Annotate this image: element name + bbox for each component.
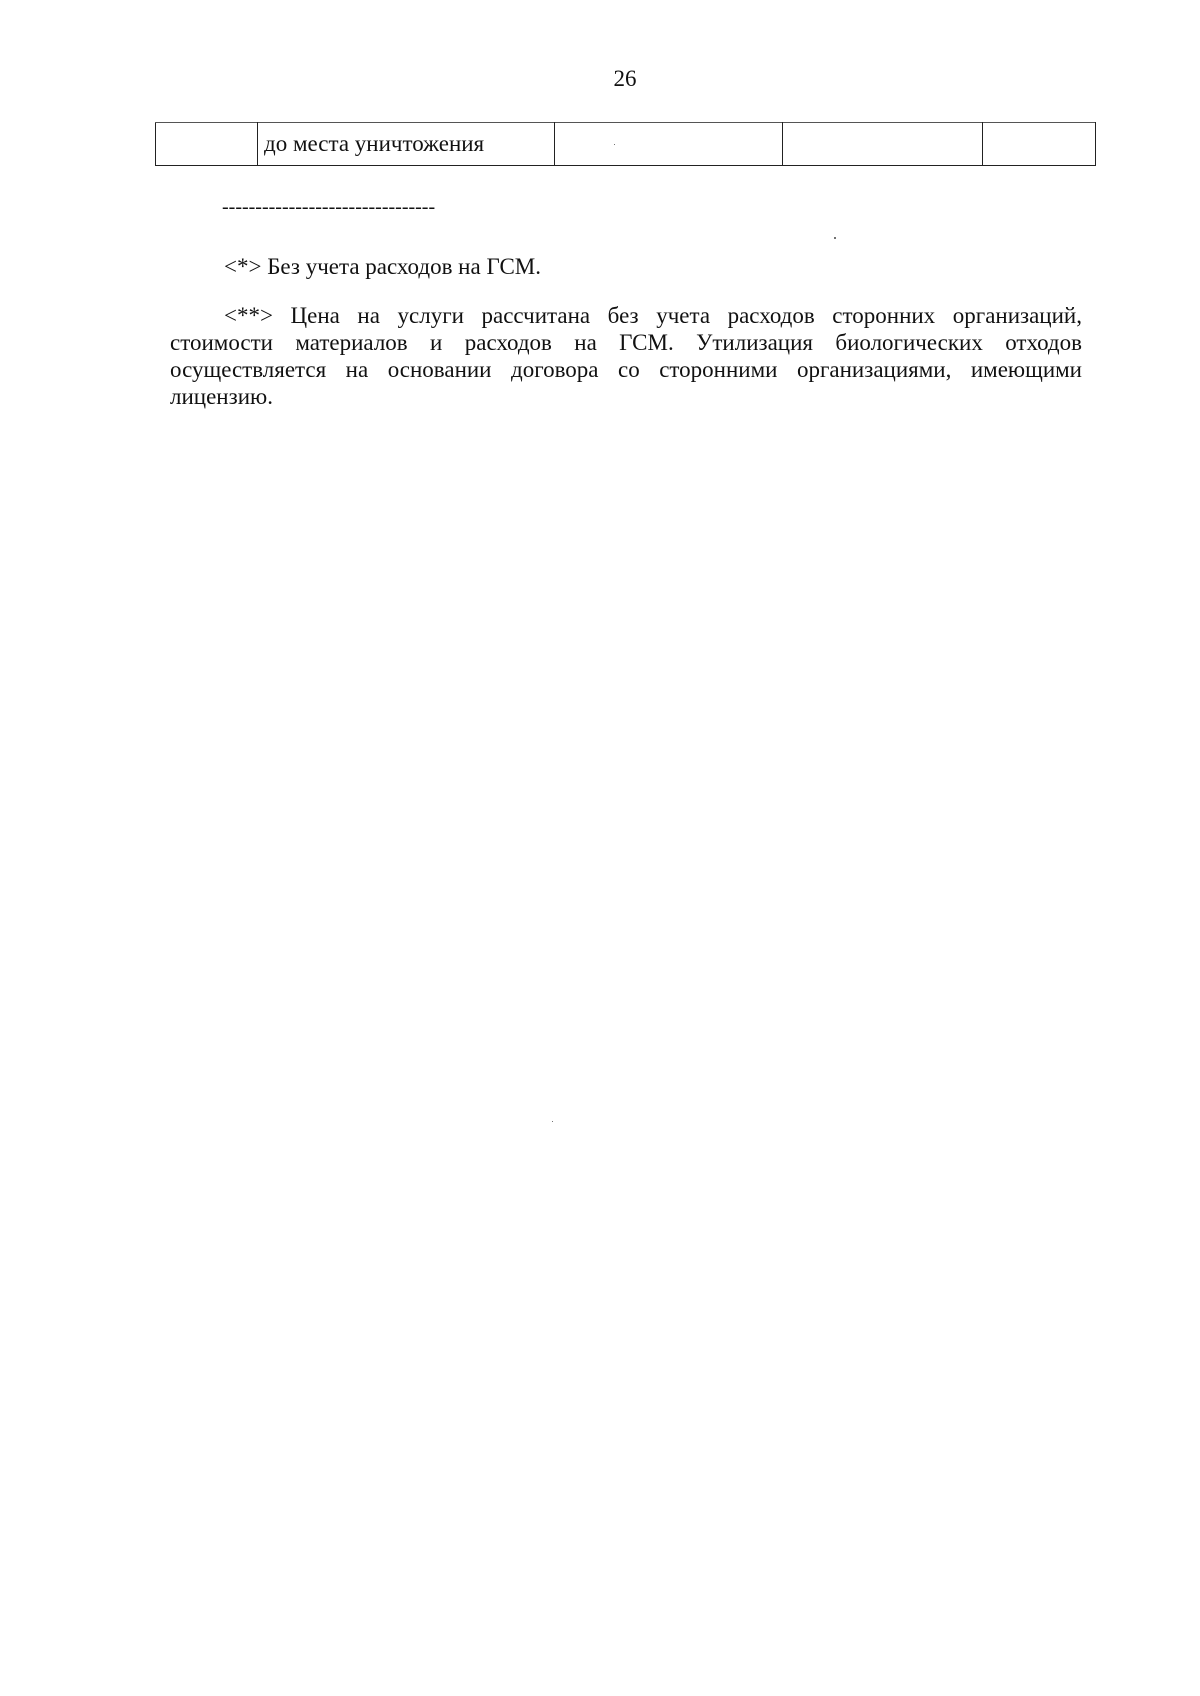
table-cell-unit xyxy=(555,123,783,166)
table-cell-price xyxy=(783,123,983,166)
table-cell-service: до места уничтожения xyxy=(258,123,555,166)
footnote-2: <**> Цена на услуги рассчитана без учета расходов сторонних организаций, стоимости материалов и расходов на ГСМ. Утилизация биологических отходов осуществляется на основании договора со сторонними организациями, имеющими лицензию. xyxy=(170,303,1082,409)
footnote-1: <*> Без учета расходов на ГСМ. xyxy=(224,254,541,279)
scan-speck xyxy=(834,237,836,239)
footnote-separator: -------------------------------- xyxy=(222,196,436,218)
table-row xyxy=(156,123,1096,166)
scan-speck xyxy=(552,1121,553,1122)
page-number: 26 xyxy=(613,66,637,91)
scan-speck xyxy=(614,144,615,145)
table-cell-index xyxy=(156,123,258,166)
pricing-table xyxy=(155,122,1096,166)
table-fragment xyxy=(155,122,1095,166)
table-cell-extra xyxy=(983,123,1096,166)
